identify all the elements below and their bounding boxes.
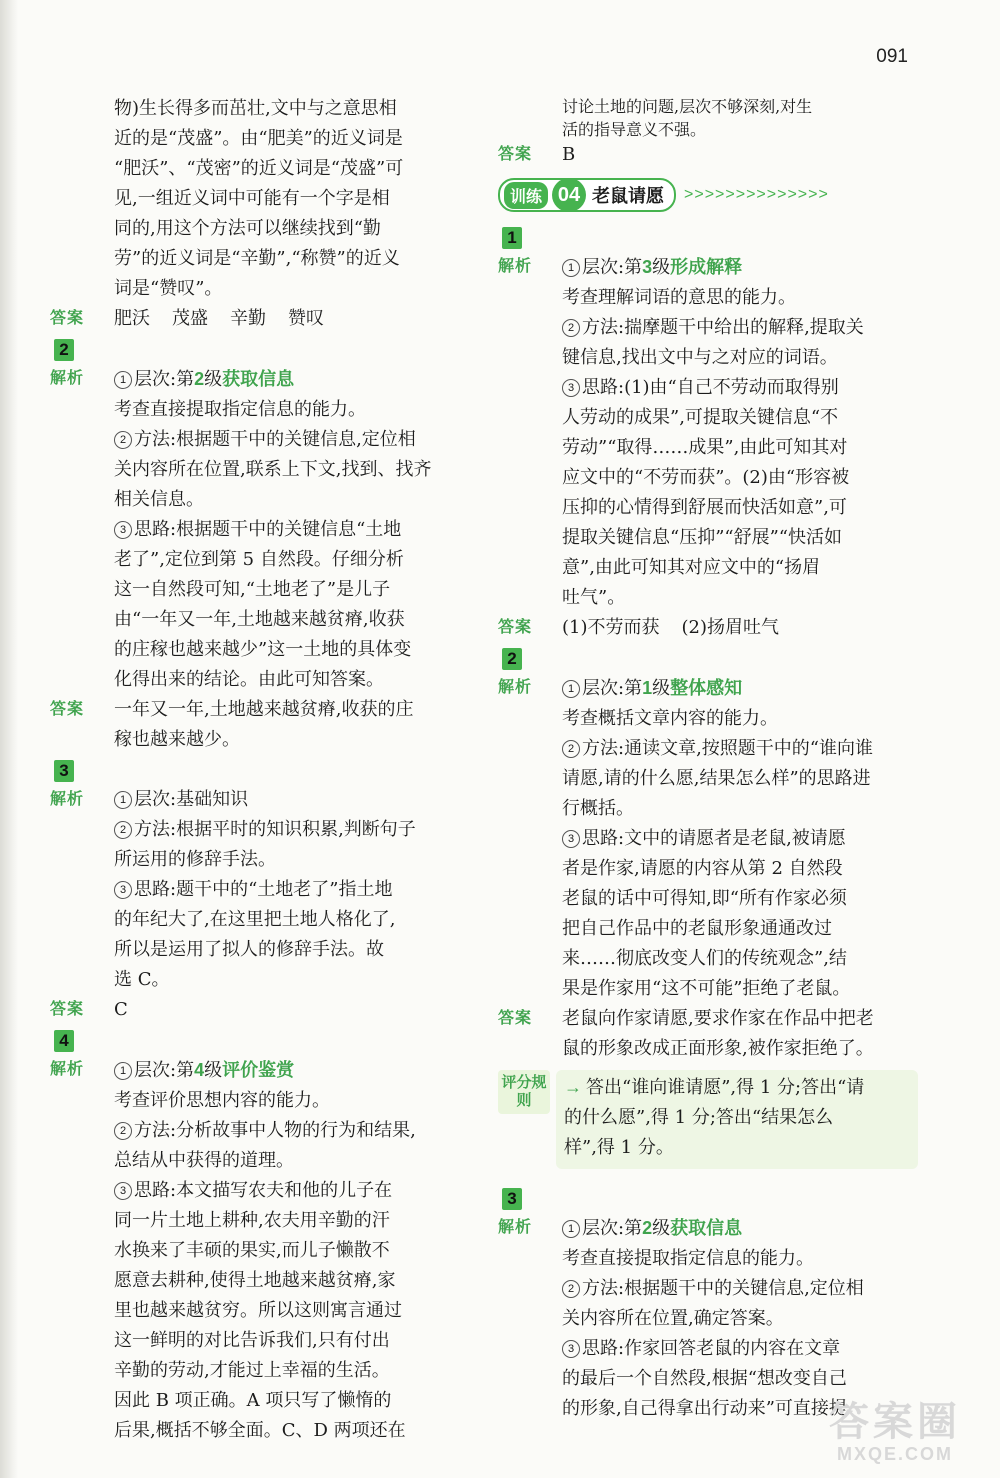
scoring-rules	[498, 1070, 918, 1169]
level-keyword: 整体感知	[670, 678, 743, 698]
method-block	[562, 734, 918, 824]
text-line: 人劳动的成果”,可提取关键信息“不	[562, 407, 839, 428]
text-line: 方法:分析故事中人物的行为和结果,	[134, 1120, 416, 1141]
text-line: 的年纪大了,在这里把土地人格化了,	[114, 909, 396, 930]
scoring-label: 评分规则	[498, 1070, 550, 1114]
text-line: 提取关键信息“压抑”“舒展”“快活如	[562, 527, 843, 548]
level-line: 1 层次:第4级评价鉴赏	[114, 1055, 470, 1086]
text-line: 讨论土地的问题,层次不够深刻,对生	[562, 97, 813, 116]
method-block	[562, 1274, 918, 1334]
intro-paragraph	[50, 94, 470, 304]
text-line: 所运用的修辞手法。	[114, 849, 276, 870]
circle-number: 3	[114, 1182, 132, 1200]
analysis-label: 解析	[50, 1061, 85, 1078]
thinking-block	[562, 824, 918, 1004]
text-line: 化得出来的结论。由此可知答案。	[114, 669, 384, 690]
answer-label: 答案	[498, 619, 533, 636]
text-line: 老了”,定位到第 5 自然段。仔细分析	[114, 549, 404, 570]
arrow-right-icon: →	[564, 1077, 582, 1097]
text-line: 所以是运用了拟人的修辞手法。故	[114, 939, 384, 960]
thinking-block	[114, 1176, 470, 1446]
level-keyword: 评价鉴赏	[222, 1060, 295, 1080]
page-number: 091	[876, 46, 908, 67]
text-line: 思路:题干中的“土地老了”指土地	[134, 879, 393, 900]
question-block-3	[50, 755, 470, 1025]
text-line: 选 C。	[114, 969, 170, 990]
analysis-label: 解析	[50, 791, 85, 808]
text-line: 见,一组近义词中可能有一个字是相	[114, 188, 390, 209]
circle-number: 2	[562, 1280, 580, 1298]
watermark-url: MXQE.COM	[836, 1444, 953, 1464]
circle-number: 1	[562, 680, 580, 698]
circle-number: 3	[114, 521, 132, 539]
text-line: 一年又一年,土地越来越贫瘠,收获的庄	[114, 699, 414, 720]
answer-item: 茂盛	[172, 308, 208, 329]
question-block-2	[50, 334, 470, 755]
question-number: 2	[502, 648, 522, 670]
text-line: 词是“赞叹”。	[114, 278, 223, 299]
text-line: 里也越来越贫穷。所以这则寓言通过	[114, 1300, 402, 1321]
text-line: 方法:通读文章,按照题干中的“谁向谁	[582, 738, 873, 759]
text-line: 请愿,请的什么愿,结果怎么样”的思路进	[562, 768, 871, 789]
thinking-block	[114, 515, 470, 695]
answer-text	[114, 695, 470, 755]
text-line: 劳动”“取得……成果”,由此可知其对	[562, 437, 848, 458]
text-line: 鼠的形象改成正面形象,被作家拒绝了。	[562, 1038, 874, 1059]
circle-number: 2	[114, 431, 132, 449]
text-line: 老鼠的话中可得知,即“所有作家必须	[562, 888, 847, 909]
answer-values	[114, 304, 470, 334]
method-block	[114, 1116, 470, 1176]
text-line: 行概括。	[562, 798, 634, 819]
level-keyword: 获取信息	[670, 1218, 743, 1238]
method-block	[114, 815, 470, 875]
text-line: 把自己作品中的老鼠形象通通改过	[562, 918, 832, 939]
text-line: 的形象,自己得拿出行动来”可直接提	[562, 1398, 847, 1419]
circle-number: 1	[114, 371, 132, 389]
text-line: 思路:本文描写农夫和他的儿子在	[134, 1180, 393, 1201]
question-number: 4	[54, 1030, 74, 1052]
circle-number: 2	[114, 1122, 132, 1140]
text-line: 思路:(1)由“自己不劳动而取得别	[582, 377, 839, 398]
answer-label: 答案	[50, 701, 85, 718]
answer-values	[562, 613, 918, 643]
circle-number: 3	[562, 379, 580, 397]
text-line: 方法:根据题干中的关键信息,定位相	[582, 1278, 864, 1299]
level-desc: 考查概括文章内容的能力。	[562, 708, 778, 729]
circle-number: 3	[114, 881, 132, 899]
level-keyword: 形成解释	[670, 257, 743, 277]
text-line: “肥沃”、“茂密”的近义词是“茂盛”可	[114, 158, 404, 179]
text-line: 样”,得 1 分。	[564, 1137, 674, 1158]
text-line: 这一自然段可知,“土地老了”是儿子	[114, 579, 391, 600]
answer-text	[562, 1004, 918, 1064]
text-line: 关内容所在位置,联系上下文,找到、找齐	[114, 459, 432, 480]
answer-label: 答案	[498, 146, 533, 163]
text-line: 应文中的“不劳而获”。(2)由“形容被	[562, 467, 850, 488]
text-line: 水换来了丰硕的果实,而儿子懒散不	[114, 1240, 390, 1261]
left-column	[50, 94, 470, 1446]
thinking-block	[114, 875, 470, 995]
text-line: 压抑的心情得到舒展而快活如意”,可	[562, 497, 847, 518]
question-number: 3	[54, 760, 74, 782]
text-line: 近的是“茂盛”。由“肥美”的近义词是	[114, 128, 403, 149]
text-line: 的最后一个自然段,根据“想改变自己	[562, 1368, 847, 1389]
book-spine-shadow	[0, 0, 18, 1478]
text-line: 来……彻底改变人们的传统观念”,结	[562, 948, 847, 969]
level-line: 1 层次:第2级获取信息	[562, 1213, 918, 1244]
section-number: 04	[552, 178, 586, 212]
circle-number: 1	[114, 791, 132, 809]
text-line: 因此 B 项正确。A 项只写了懒惰的	[114, 1390, 392, 1411]
answer-item: (1)不劳而获	[562, 617, 660, 638]
question-number: 2	[54, 339, 74, 361]
text-line: 键信息,找出文中与之对应的词语。	[562, 347, 838, 368]
answer-text: C	[114, 999, 128, 1020]
text-line: 由“一年又一年,土地越来越贫瘠,收获	[114, 609, 405, 630]
question-block-r1	[498, 222, 918, 643]
analysis-label: 解析	[50, 370, 85, 387]
text-line: 同一片土地上耕种,农夫用辛勤的汗	[114, 1210, 390, 1231]
question-block-r2	[498, 643, 918, 1169]
text-line: 后果,概括不够全面。C、D 两项还在	[114, 1420, 406, 1441]
text-line: 稼也越来越少。	[114, 729, 240, 750]
text-line: 愿意去耕种,使得土地越来越贫瘠,家	[114, 1270, 396, 1291]
circle-number: 3	[562, 1340, 580, 1358]
text-line: 方法:根据平时的知识积累,判断句子	[134, 819, 416, 840]
level-line: 1 层次:第2级获取信息	[114, 364, 470, 395]
question-block-r3	[498, 1183, 918, 1424]
level-desc: 考查直接提取指定信息的能力。	[114, 399, 366, 420]
circle-number: 2	[562, 319, 580, 337]
level-desc: 考查评价思想内容的能力。	[114, 1090, 330, 1111]
section-arrows: >>>>>>>>>>>>>>	[684, 186, 829, 203]
analysis-label: 解析	[498, 258, 533, 275]
answer-label: 答案	[498, 1010, 533, 1027]
level-desc: 考查理解词语的意思的能力。	[562, 287, 796, 308]
level-line: 1 层次:第3级形成解释	[562, 252, 918, 283]
text-line: 意”,由此可知其对应文中的“扬眉	[562, 557, 821, 578]
answer-row	[50, 304, 470, 334]
answer-text: B	[562, 144, 576, 165]
thinking-block	[562, 373, 918, 613]
continued-paragraph	[498, 94, 918, 140]
text-line: 关内容所在位置,确定答案。	[562, 1308, 784, 1329]
text-line: 思路:作家回答老鼠的内容在文章	[582, 1338, 841, 1359]
circle-number: 1	[562, 259, 580, 277]
text-line: 思路:文中的请愿者是老鼠,被请愿	[582, 828, 846, 849]
question-number: 1	[502, 227, 522, 249]
circle-number: 3	[562, 830, 580, 848]
answer-label: 答案	[50, 1001, 85, 1018]
text-line: 者是作家,请愿的内容从第 2 自然段	[562, 858, 843, 879]
answer-item: 赞叹	[288, 308, 324, 329]
text-line: 辛勤的劳动,才能过上幸福的生活。	[114, 1360, 390, 1381]
text-line: 吐气”。	[562, 587, 626, 608]
text-line: 物)生长得多而茁壮,文中与之意思相	[114, 98, 397, 119]
scoring-text	[564, 1077, 864, 1158]
level-line: 1 层次:第1级整体感知	[562, 673, 918, 704]
text-line: 答出“谁向谁请愿”,得 1 分;答出“请	[586, 1077, 865, 1098]
text-line: 同的,用这个方法可以继续找到“勤	[114, 218, 381, 239]
text-line: 的什么愿”,得 1 分;答出“结果怎么	[564, 1107, 834, 1128]
text-line: 方法:根据题干中的关键信息,定位相	[134, 429, 416, 450]
text-line: 果是作家用“这不可能”拒绝了老鼠。	[562, 978, 851, 999]
circle-number: 1	[114, 1062, 132, 1080]
text-line: 这一鲜明的对比告诉我们,只有付出	[114, 1330, 390, 1351]
text-line: 劳”的近义词是“辛勤”,“称赞”的近义	[114, 248, 400, 269]
answer-item: 辛勤	[230, 308, 266, 329]
section-title: 老鼠请愿	[592, 186, 665, 207]
method-block	[562, 313, 918, 373]
circle-number: 2	[114, 821, 132, 839]
answer-label: 答案	[50, 310, 85, 327]
text-line: 方法:揣摩题干中给出的解释,提取关	[582, 317, 864, 338]
analysis-label: 解析	[498, 1219, 533, 1236]
right-column	[498, 94, 918, 1424]
text-line: 老鼠向作家请愿,要求作家在作品中把老	[562, 1008, 874, 1029]
method-block	[114, 425, 470, 515]
question-block-4	[50, 1025, 470, 1446]
text-line: 活的指导意义不强。	[562, 120, 707, 139]
question-number: 3	[502, 1188, 522, 1210]
level-desc: 考查直接提取指定信息的能力。	[562, 1248, 814, 1269]
text-line: 相关信息。	[114, 489, 204, 510]
text-line: 总结从中获得的道理。	[114, 1150, 294, 1171]
answer-item: (2)扬眉吐气	[681, 617, 779, 638]
circle-number: 1	[562, 1220, 580, 1238]
answer-item: 肥沃	[114, 308, 150, 329]
section-header	[498, 178, 918, 212]
analysis-label: 解析	[498, 679, 533, 696]
level-keyword: 获取信息	[222, 369, 295, 389]
watermark-logo	[800, 1400, 990, 1470]
text-line: 的庄稼也越来越少”这一土地的具体变	[114, 639, 412, 660]
text-line: 思路:根据题干中的关键信息“土地	[134, 519, 402, 540]
circle-number: 2	[562, 740, 580, 758]
section-train-label: 训练	[504, 182, 548, 209]
watermark-text: 答案圈	[829, 1400, 961, 1444]
level-line: 1 层次:基础知识	[114, 785, 470, 815]
